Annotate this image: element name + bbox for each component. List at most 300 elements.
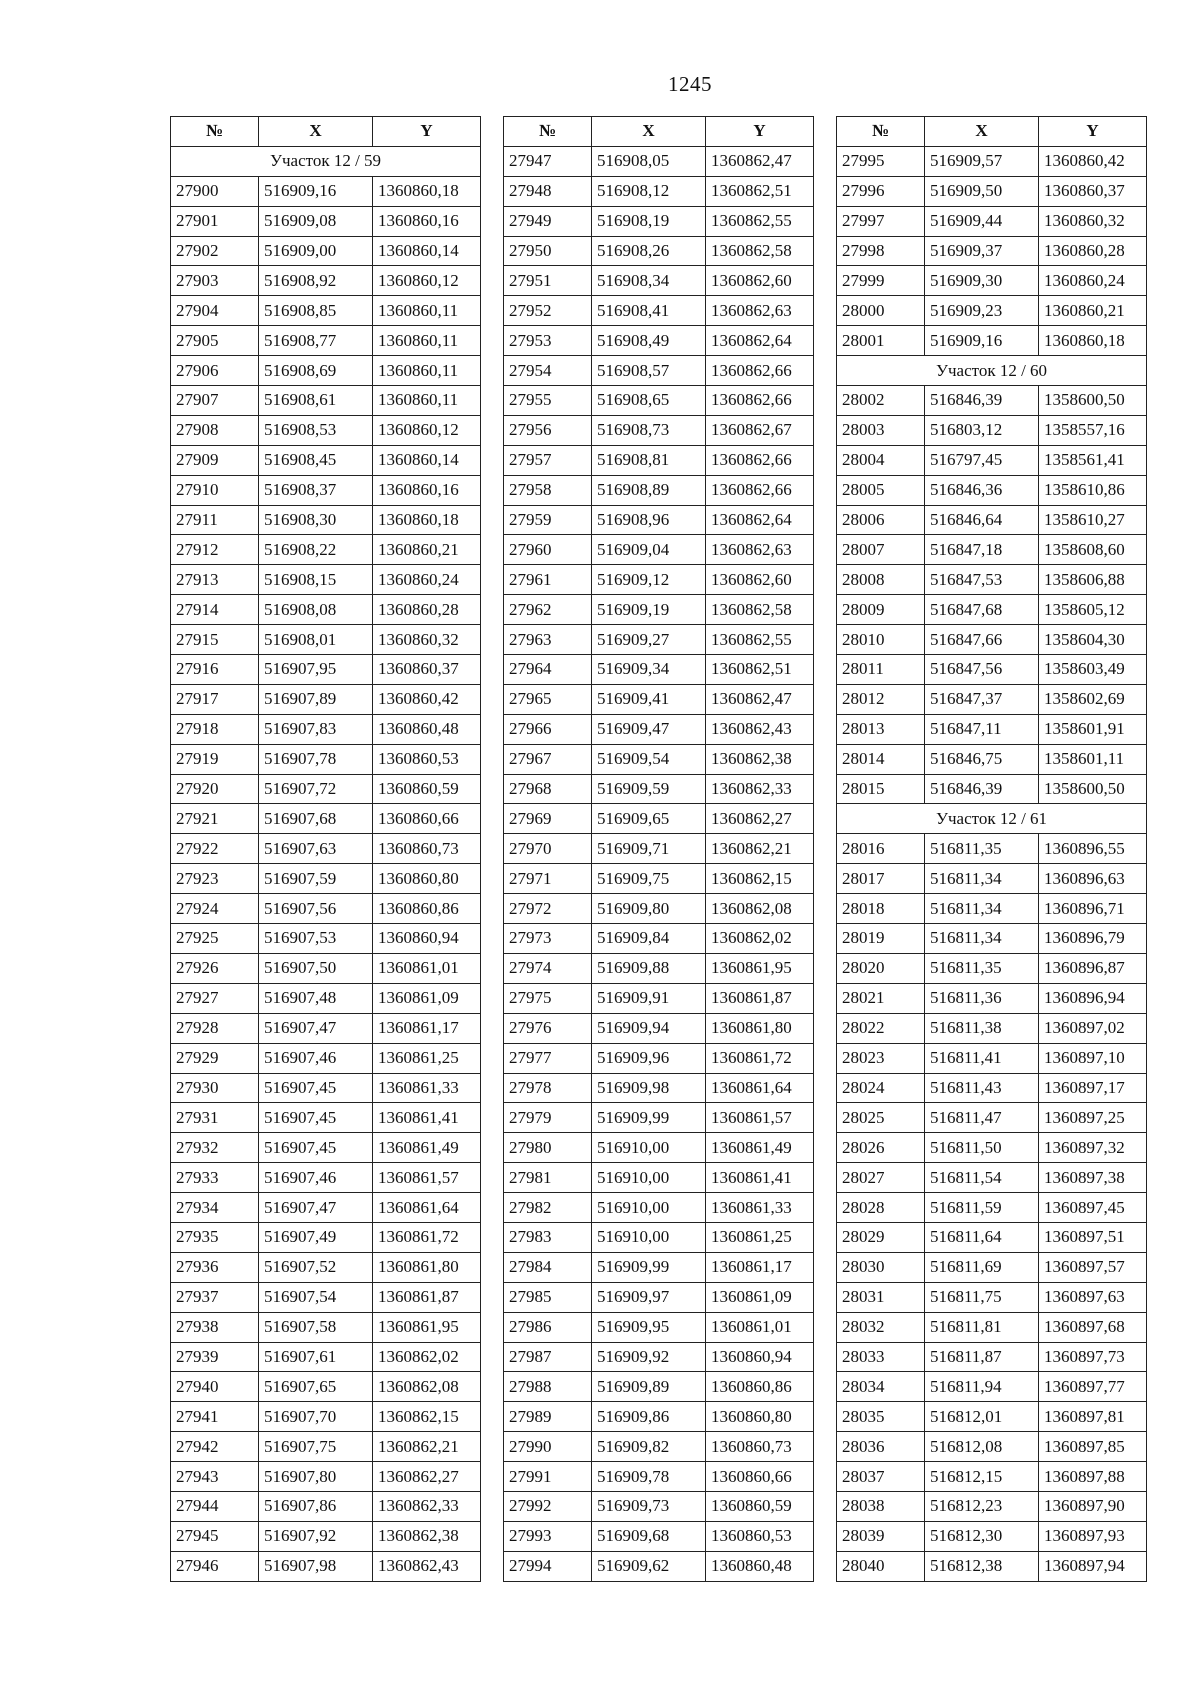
table-row [837,1372,1147,1402]
x-cell: 516907,92 [259,1521,373,1551]
x-cell: 516908,61 [259,386,373,416]
x-cell: 516812,23 [925,1491,1039,1521]
y-cell: 1360897,32 [1039,1133,1147,1163]
x-cell: 516909,73 [592,1491,706,1521]
y-cell: 1360861,09 [706,1282,814,1312]
table-row [837,266,1147,296]
table-row [504,1432,814,1462]
table-row [504,1252,814,1282]
y-cell: 1358601,91 [1039,714,1147,744]
table-row [837,1491,1147,1521]
y-cell: 1360861,41 [706,1163,814,1193]
x-cell: 516907,78 [259,744,373,774]
x-cell: 516907,75 [259,1432,373,1462]
number-cell: 27993 [504,1521,592,1551]
x-cell: 516811,50 [925,1133,1039,1163]
y-cell: 1358605,12 [1039,595,1147,625]
table-row [504,236,814,266]
y-cell: 1360860,32 [373,625,481,655]
y-cell: 1360861,64 [706,1073,814,1103]
x-cell: 516909,50 [925,176,1039,206]
x-cell: 516847,37 [925,684,1039,714]
y-cell: 1360860,53 [373,744,481,774]
table-header-row [837,117,1147,147]
x-cell: 516908,19 [592,206,706,236]
x-cell: 516907,50 [259,953,373,983]
number-cell: 27914 [171,595,259,625]
x-cell: 516910,00 [592,1193,706,1223]
number-cell: 28036 [837,1432,925,1462]
column-header-y: Y [373,117,481,147]
x-cell: 516909,88 [592,953,706,983]
column-header-number: № [504,117,592,147]
y-cell: 1360860,59 [706,1491,814,1521]
x-cell: 516909,78 [592,1462,706,1492]
y-cell: 1360861,25 [706,1222,814,1252]
y-cell: 1360861,64 [373,1193,481,1223]
y-cell: 1360897,51 [1039,1222,1147,1252]
number-cell: 27916 [171,655,259,685]
number-cell: 27990 [504,1432,592,1462]
table-row [171,684,481,714]
number-cell: 27945 [171,1521,259,1551]
table-row [504,595,814,625]
x-cell: 516847,18 [925,535,1039,565]
x-cell: 516908,53 [259,415,373,445]
number-cell: 27905 [171,326,259,356]
table-row [504,714,814,744]
coordinates-table-1 [170,116,481,1582]
x-cell: 516908,49 [592,326,706,356]
y-cell: 1360862,47 [706,146,814,176]
x-cell: 516908,77 [259,326,373,356]
table-row [171,655,481,685]
table-row [171,625,481,655]
y-cell: 1360862,33 [373,1491,481,1521]
number-cell: 28026 [837,1133,925,1163]
y-cell: 1360897,94 [1039,1551,1147,1581]
y-cell: 1360862,33 [706,774,814,804]
y-cell: 1360862,27 [373,1462,481,1492]
y-cell: 1360860,86 [706,1372,814,1402]
x-cell: 516907,54 [259,1282,373,1312]
y-cell: 1360861,57 [373,1163,481,1193]
number-cell: 27950 [504,236,592,266]
table-row [837,535,1147,565]
number-cell: 27995 [837,146,925,176]
table-row [171,1521,481,1551]
table-row [504,774,814,804]
x-cell: 516797,45 [925,445,1039,475]
number-cell: 27922 [171,834,259,864]
table-row [837,625,1147,655]
y-cell: 1360860,12 [373,415,481,445]
number-cell: 27952 [504,296,592,326]
x-cell: 516907,63 [259,834,373,864]
y-cell: 1360860,28 [373,595,481,625]
number-cell: 27963 [504,625,592,655]
number-cell: 27967 [504,744,592,774]
number-cell: 27951 [504,266,592,296]
table-row [171,1193,481,1223]
number-cell: 27934 [171,1193,259,1223]
number-cell: 27912 [171,535,259,565]
number-cell: 27986 [504,1312,592,1342]
table-row [171,236,481,266]
x-cell: 516811,47 [925,1103,1039,1133]
table-row [837,744,1147,774]
table-row [171,326,481,356]
y-cell: 1358610,86 [1039,475,1147,505]
number-cell: 28040 [837,1551,925,1581]
table-row [504,1193,814,1223]
y-cell: 1360896,79 [1039,924,1147,954]
number-cell: 27968 [504,774,592,804]
table-row [504,1491,814,1521]
x-cell: 516811,41 [925,1043,1039,1073]
number-cell: 27940 [171,1372,259,1402]
number-cell: 27942 [171,1432,259,1462]
table-row [504,176,814,206]
x-cell: 516907,47 [259,1193,373,1223]
number-cell: 28033 [837,1342,925,1372]
number-cell: 27962 [504,595,592,625]
number-cell: 27987 [504,1342,592,1372]
x-cell: 516909,16 [259,176,373,206]
table-row [837,415,1147,445]
x-cell: 516909,12 [592,565,706,595]
x-cell: 516908,12 [592,176,706,206]
y-cell: 1360862,02 [706,924,814,954]
number-cell: 27998 [837,236,925,266]
column-header-y: Y [1039,117,1147,147]
y-cell: 1360862,38 [373,1521,481,1551]
table-row [171,1342,481,1372]
number-cell: 27943 [171,1462,259,1492]
x-cell: 516811,35 [925,953,1039,983]
table-row [504,924,814,954]
y-cell: 1360860,12 [373,266,481,296]
x-cell: 516907,47 [259,1013,373,1043]
number-cell: 27946 [171,1551,259,1581]
table-row [171,1491,481,1521]
column-header-x: X [259,117,373,147]
y-cell: 1358603,49 [1039,655,1147,685]
y-cell: 1360861,33 [706,1193,814,1223]
y-cell: 1360862,55 [706,625,814,655]
x-cell: 516811,54 [925,1163,1039,1193]
x-cell: 516908,08 [259,595,373,625]
y-cell: 1360860,18 [373,505,481,535]
x-cell: 516908,65 [592,386,706,416]
table-row [504,1043,814,1073]
y-cell: 1360897,90 [1039,1491,1147,1521]
number-cell: 27937 [171,1282,259,1312]
y-cell: 1360896,94 [1039,983,1147,1013]
number-cell: 28006 [837,505,925,535]
number-cell: 28000 [837,296,925,326]
table-row [504,1163,814,1193]
number-cell: 28011 [837,655,925,685]
x-cell: 516908,45 [259,445,373,475]
number-cell: 28014 [837,744,925,774]
table-row [504,445,814,475]
x-cell: 516908,41 [592,296,706,326]
table-row [171,595,481,625]
x-cell: 516908,89 [592,475,706,505]
number-cell: 27906 [171,356,259,386]
number-cell: 27944 [171,1491,259,1521]
x-cell: 516908,73 [592,415,706,445]
number-cell: 28003 [837,415,925,445]
x-cell: 516909,16 [925,326,1039,356]
x-cell: 516907,48 [259,983,373,1013]
table-row [837,475,1147,505]
number-cell: 27903 [171,266,259,296]
y-cell: 1360862,63 [706,535,814,565]
number-cell: 27985 [504,1282,592,1312]
y-cell: 1360860,11 [373,356,481,386]
x-cell: 516907,59 [259,864,373,894]
x-cell: 516847,68 [925,595,1039,625]
number-cell: 27926 [171,953,259,983]
number-cell: 27971 [504,864,592,894]
table-row [504,1342,814,1372]
number-cell: 28013 [837,714,925,744]
table-row [837,1043,1147,1073]
x-cell: 516909,57 [925,146,1039,176]
column-header-x: X [592,117,706,147]
number-cell: 27936 [171,1252,259,1282]
table-body [837,146,1147,1581]
x-cell: 516909,71 [592,834,706,864]
y-cell: 1360862,64 [706,505,814,535]
table-row [171,1372,481,1402]
y-cell: 1360897,38 [1039,1163,1147,1193]
coordinates-table-2 [503,116,814,1582]
table-row [504,206,814,236]
x-cell: 516908,30 [259,505,373,535]
y-cell: 1360897,17 [1039,1073,1147,1103]
number-cell: 27909 [171,445,259,475]
x-cell: 516811,34 [925,924,1039,954]
x-cell: 516846,36 [925,475,1039,505]
number-cell: 27996 [837,176,925,206]
x-cell: 516910,00 [592,1133,706,1163]
x-cell: 516811,43 [925,1073,1039,1103]
y-cell: 1360861,41 [373,1103,481,1133]
y-cell: 1360860,86 [373,894,481,924]
table-row [837,1521,1147,1551]
table-row [171,834,481,864]
number-cell: 28034 [837,1372,925,1402]
x-cell: 516909,80 [592,894,706,924]
y-cell: 1360861,49 [373,1133,481,1163]
x-cell: 516812,38 [925,1551,1039,1581]
table-row [171,415,481,445]
x-cell: 516803,12 [925,415,1039,445]
table-row [504,864,814,894]
x-cell: 516909,96 [592,1043,706,1073]
y-cell: 1360860,94 [373,924,481,954]
table-row [837,1551,1147,1581]
y-cell: 1360862,08 [373,1372,481,1402]
x-cell: 516812,15 [925,1462,1039,1492]
section-row [837,356,1147,386]
table-row [504,834,814,864]
number-cell: 27919 [171,744,259,774]
x-cell: 516909,97 [592,1282,706,1312]
y-cell: 1358600,50 [1039,774,1147,804]
y-cell: 1360897,63 [1039,1282,1147,1312]
y-cell: 1360860,48 [706,1551,814,1581]
x-cell: 516908,22 [259,535,373,565]
y-cell: 1358561,41 [1039,445,1147,475]
table-row [837,1163,1147,1193]
number-cell: 27979 [504,1103,592,1133]
number-cell: 27994 [504,1551,592,1581]
x-cell: 516909,75 [592,864,706,894]
y-cell: 1360861,80 [373,1252,481,1282]
y-cell: 1360897,10 [1039,1043,1147,1073]
x-cell: 516847,56 [925,655,1039,685]
y-cell: 1360860,73 [373,834,481,864]
x-cell: 516908,69 [259,356,373,386]
x-cell: 516909,08 [259,206,373,236]
number-cell: 27959 [504,505,592,535]
table-row [837,1013,1147,1043]
y-cell: 1360860,18 [373,176,481,206]
number-cell: 28008 [837,565,925,595]
table-row [504,953,814,983]
table-row [837,1342,1147,1372]
table-row [171,535,481,565]
number-cell: 27900 [171,176,259,206]
table-row [837,1282,1147,1312]
y-cell: 1360861,72 [706,1043,814,1073]
y-cell: 1360860,73 [706,1432,814,1462]
y-cell: 1360861,17 [706,1252,814,1282]
number-cell: 27901 [171,206,259,236]
number-cell: 27953 [504,326,592,356]
table-row [171,296,481,326]
number-cell: 28017 [837,864,925,894]
x-cell: 516910,00 [592,1163,706,1193]
number-cell: 27908 [171,415,259,445]
number-cell: 27924 [171,894,259,924]
y-cell: 1360861,49 [706,1133,814,1163]
table-row [171,864,481,894]
y-cell: 1360862,38 [706,744,814,774]
x-cell: 516811,64 [925,1222,1039,1252]
table-row [837,924,1147,954]
y-cell: 1360861,17 [373,1013,481,1043]
number-cell: 27947 [504,146,592,176]
column-header-y: Y [706,117,814,147]
number-cell: 27972 [504,894,592,924]
x-cell: 516910,00 [592,1222,706,1252]
number-cell: 27939 [171,1342,259,1372]
x-cell: 516847,66 [925,625,1039,655]
number-cell: 28028 [837,1193,925,1223]
x-cell: 516846,39 [925,774,1039,804]
table-row [504,1402,814,1432]
y-cell: 1360897,93 [1039,1521,1147,1551]
y-cell: 1360861,01 [706,1312,814,1342]
number-cell: 27915 [171,625,259,655]
table-row [504,983,814,1013]
number-cell: 28029 [837,1222,925,1252]
number-cell: 27918 [171,714,259,744]
section-title: Участок 12 / 61 [837,804,1147,834]
number-cell: 28023 [837,1043,925,1073]
x-cell: 516907,52 [259,1252,373,1282]
y-cell: 1360897,68 [1039,1312,1147,1342]
x-cell: 516907,89 [259,684,373,714]
y-cell: 1360897,73 [1039,1342,1147,1372]
y-cell: 1360860,14 [373,445,481,475]
x-cell: 516909,54 [592,744,706,774]
y-cell: 1360862,64 [706,326,814,356]
table-row [837,1252,1147,1282]
y-cell: 1360860,42 [1039,146,1147,176]
table-row [837,684,1147,714]
x-cell: 516907,95 [259,655,373,685]
y-cell: 1360860,16 [373,206,481,236]
x-cell: 516909,91 [592,983,706,1013]
y-cell: 1360862,66 [706,356,814,386]
table-row [504,266,814,296]
y-cell: 1360896,71 [1039,894,1147,924]
y-cell: 1360862,15 [373,1402,481,1432]
number-cell: 27970 [504,834,592,864]
section-row [837,804,1147,834]
x-cell: 516909,00 [259,236,373,266]
table-row [504,1551,814,1581]
number-cell: 27921 [171,804,259,834]
y-cell: 1360862,55 [706,206,814,236]
number-cell: 28012 [837,684,925,714]
number-cell: 27932 [171,1133,259,1163]
x-cell: 516909,99 [592,1103,706,1133]
table-row [504,894,814,924]
number-cell: 27948 [504,176,592,206]
x-cell: 516907,45 [259,1073,373,1103]
y-cell: 1360897,81 [1039,1402,1147,1432]
number-cell: 27964 [504,655,592,685]
table-row [504,1013,814,1043]
x-cell: 516908,81 [592,445,706,475]
number-cell: 27927 [171,983,259,1013]
number-cell: 27989 [504,1402,592,1432]
number-cell: 27935 [171,1222,259,1252]
number-cell: 28016 [837,834,925,864]
x-cell: 516908,85 [259,296,373,326]
x-cell: 516909,99 [592,1252,706,1282]
x-cell: 516811,87 [925,1342,1039,1372]
table-row [837,953,1147,983]
table-row [837,1432,1147,1462]
x-cell: 516908,26 [592,236,706,266]
number-cell: 28002 [837,386,925,416]
number-cell: 27930 [171,1073,259,1103]
table-row [837,1103,1147,1133]
number-cell: 28031 [837,1282,925,1312]
column-header-number: № [171,117,259,147]
y-cell: 1360860,24 [1039,266,1147,296]
y-cell: 1360860,11 [373,326,481,356]
y-cell: 1358604,30 [1039,625,1147,655]
